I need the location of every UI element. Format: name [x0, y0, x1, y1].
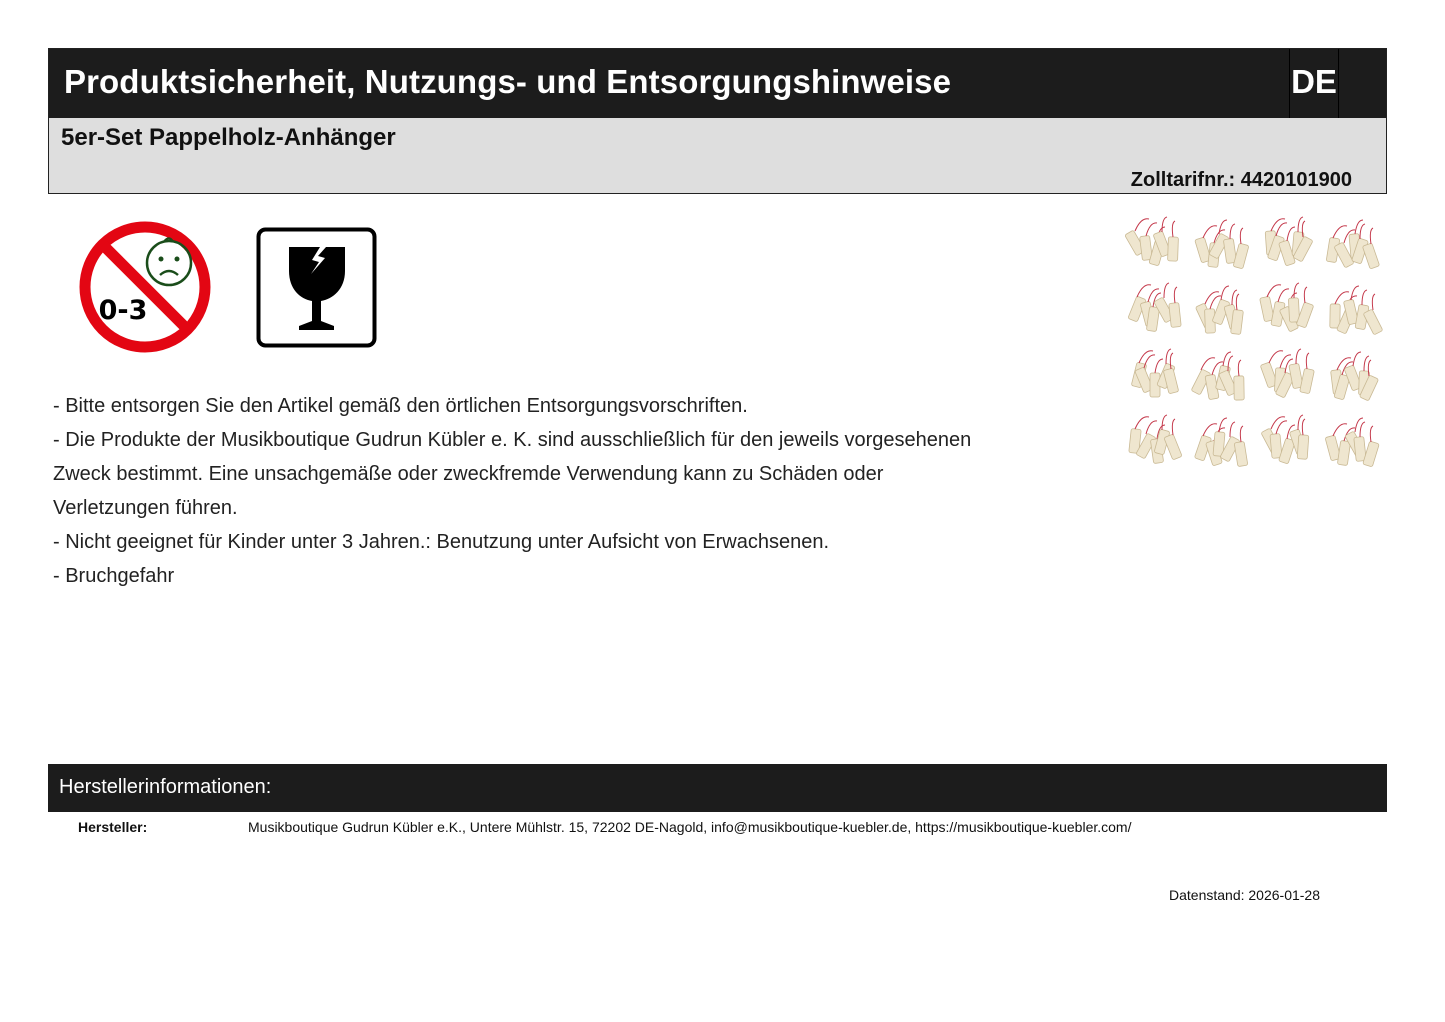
manufacturer-details: Musikboutique Gudrun Kübler e.K., Untere Mühlstr. 15, 72202 DE-Nagold, info@musikboutique-kuebler.de, https://musikboutique-kuebler.com/	[248, 819, 1132, 835]
hanger-set-thumbnail	[1260, 283, 1314, 332]
customs-tariff-number: Zolltarifnr.: 4420101900	[1130, 169, 1352, 191]
page-title: Produktsicherheit, Nutzungs- und Entsorgungshinweise	[64, 63, 952, 100]
data-date: Datenstand: 2026-01-28	[1169, 887, 1320, 903]
age-label: 0-3	[98, 295, 148, 326]
manufacturer-section-bar	[48, 764, 1387, 812]
note-line: Verletzungen führen.	[53, 497, 238, 519]
hanger-set-thumbnail	[1330, 286, 1383, 335]
document-header	[48, 48, 1387, 194]
manufacturer-label: Hersteller:	[78, 819, 148, 835]
hanger-set-thumbnail	[1325, 418, 1379, 467]
product-info-bar	[49, 118, 1386, 193]
safety-notes	[53, 389, 1053, 593]
hanger-set-thumbnail	[1194, 418, 1247, 467]
hanger-set-thumbnail	[1128, 283, 1181, 332]
note-line: - Bitte entsorgen Sie den Artikel gemäß den örtlichen Entsorgungsvorschriften.	[53, 395, 748, 417]
note-line: Zweck bestimmt. Eine unsachgemäße oder zweckfremde Verwendung kann zu Schäden oder	[53, 463, 884, 485]
hanger-set-thumbnail	[1265, 217, 1313, 266]
title-bar	[49, 49, 1386, 118]
hanger-set-thumbnail	[1331, 352, 1379, 401]
hanger-set-thumbnail	[1131, 349, 1179, 397]
note-line: - Die Produkte der Musikboutique Gudrun Kübler e. K. sind ausschließlich für den jeweils vorgesehenen	[53, 429, 972, 451]
hanger-set-thumbnail	[1260, 349, 1314, 398]
fragile-glass-icon	[256, 227, 377, 348]
hanger-set-thumbnail	[1195, 286, 1243, 335]
product-name: 5er-Set Pappelholz-Anhänger	[61, 124, 396, 151]
product-photo	[1118, 203, 1388, 475]
hanger-set-thumbnail	[1129, 415, 1182, 464]
note-line: - Nicht geeignet für Kinder unter 3 Jahren.: Benutzung unter Aufsicht von Erwachsenen.	[53, 531, 830, 553]
hanger-set-thumbnail	[1191, 352, 1244, 400]
hanger-set-thumbnail	[1326, 220, 1379, 269]
hanger-set-thumbnail	[1125, 217, 1179, 266]
not-for-children-0-3-icon	[76, 218, 214, 356]
hanger-set-thumbnail	[1261, 415, 1309, 464]
language-code: DE	[1289, 49, 1339, 118]
hanger-set-thumbnail	[1195, 220, 1249, 269]
manufacturer-section-title: Herstellerinformationen:	[59, 776, 272, 798]
note-line: - Bruchgefahr	[53, 565, 175, 587]
